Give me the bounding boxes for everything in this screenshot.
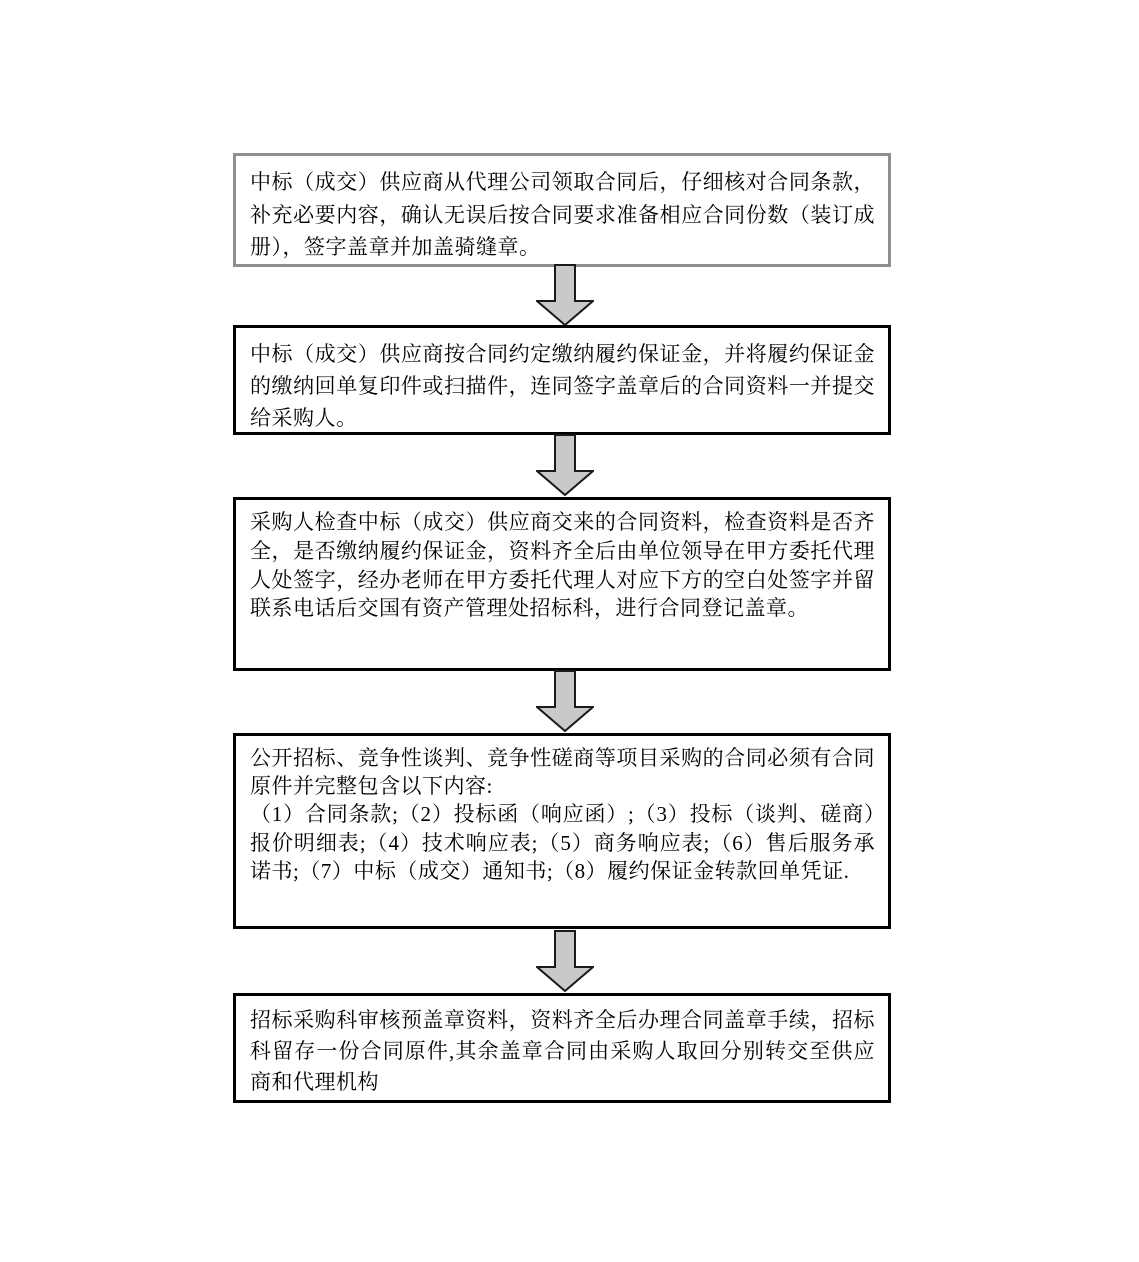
flow-step-4-list: （1）合同条款;（2）投标函（响应函）;（3）投标（谈判、磋商）报价明细表;（4）技术响应表;（5）商务响应表;（6）售后服务承诺书;（7）中标（成交）通知书;（8）履约保证金转款回单凭证. bbox=[250, 802, 875, 883]
down-arrow-icon bbox=[536, 264, 594, 326]
flow-step-required-contents bbox=[233, 733, 891, 929]
down-arrow-icon bbox=[536, 930, 594, 992]
down-arrow-icon bbox=[536, 434, 594, 496]
flow-step-1-text: 中标（成交）供应商从代理公司领取合同后，仔细核对合同条款，补充必要内容，确认无误后按合同要求准备相应合同份数（装订成册），签字盖章并加盖骑缝章。 bbox=[250, 170, 875, 259]
flow-step-3-text: 采购人检查中标（成交）供应商交来的合同资料，检查资料是否齐全，是否缴纳履约保证金，资料齐全后由单位领导在甲方委托代理人处签字，经办老师在甲方委托代理人对应下方的空白处签字并留联系电话后交国有资产管理处招标科，进行合同登记盖章。 bbox=[250, 510, 875, 621]
flow-step-purchaser-check bbox=[233, 497, 891, 671]
flow-step-4-intro: 公开招标、竞争性谈判、竞争性磋商等项目采购的合同必须有合同原件并完整包含以下内容: bbox=[250, 746, 875, 799]
flow-step-5-text: 招标采购科审核预盖章资料，资料齐全后办理合同盖章手续，招标科留存一份合同原件,其余盖章合同由采购人取回分别转交至供应商和代理机构 bbox=[250, 1008, 875, 1094]
flow-step-collect-contract bbox=[233, 153, 891, 267]
flow-step-2-text: 中标（成交）供应商按合同约定缴纳履约保证金，并将履约保证金的缴纳回单复印件或扫描件，连同签字盖章后的合同资料一并提交给采购人。 bbox=[250, 342, 875, 430]
flow-step-seal-and-return bbox=[233, 993, 891, 1103]
flow-step-pay-deposit bbox=[233, 325, 891, 435]
down-arrow-icon bbox=[536, 670, 594, 732]
